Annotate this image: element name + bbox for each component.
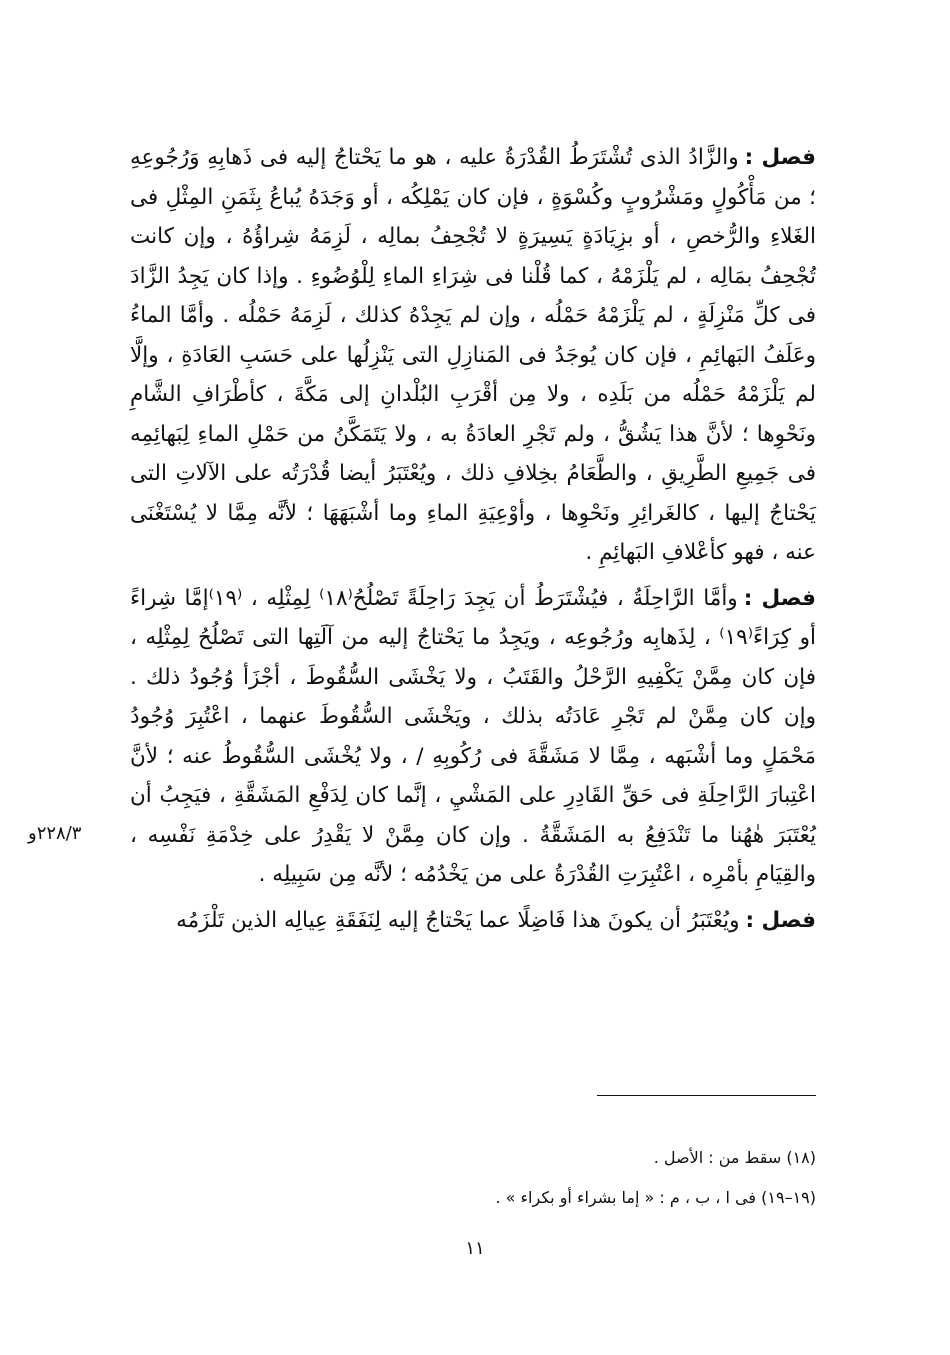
section-heading: فصل : bbox=[743, 585, 816, 611]
paragraph-text: وأمَّا الرَّاحِلَةُ ، فيُشْتَرَطُ أن يَجِدَ رَاحِلَةً تَصْلُحُ⁽١٨⁾ لِمِثْلِه ، ⁽١٩⁾إمَّا شِراءً أو كِرَاءً⁽١٩⁾ ، لِذَهابِه ورُجُوعِه ، ويَجِدُ ما يَحْتاجُ إليه من آلَتِها التى تَصْلُحُ لِمِثْلِه ، فإن كان مِمَّنْ يَكْفِيهِ الرَّحْلُ والقَتَبُ ، ولا يَخْشَى السُّقُوطَ ، أجْزَأ وُجُودُ ذلك . وإن كان مِمَّنْ لم تَجْرِ عَادَتُه بذلك ، ويَخْشَى السُّقُوطَ عنهما ، اعْتُبِرَ وُجُودُ مَحْمَلٍ وما أشْبَهه ، مِمَّا لا مَشَقَّةَ فى رُكُوبِهِ / ، ولا يُخْشَى السُّقُوطُ عنه ؛ لأنَّ اعْتِبارَ الرَّاحِلَةِ فى حَقِّ القَادِرِ على المَشْيِ ، إنَّما كان لِدَفْعِ المَشَقَّةِ ، فيَجِبُ أن يُعْتَبَرَ هٰهُنا ما تَنْدَفِعُ به المَشَقَّةُ . وإن كان مِمَّنْ لا يَقْدِرُ على خِدْمَةِ نَفْسِه ، والقِيَامِ بأمْرِه ، اعْتُبِرَتِ القُدْرَةُ على من يَخْدُمُه ؛ لأنَّه مِن سَبِيلِه . bbox=[130, 585, 816, 887]
page-number: ١١ bbox=[465, 1238, 485, 1259]
paragraph-text: ويُعْتَبَرُ أن يكونَ هذا فَاضِلًا عما يَحْتاجُ إليه لِنَفَقَةِ عِيالِه الذين تَلْزَمُه bbox=[176, 907, 740, 933]
footnote-separator bbox=[597, 1095, 816, 1096]
section-heading: فصل : bbox=[744, 145, 816, 170]
section-heading: فصل : bbox=[745, 907, 816, 933]
main-text bbox=[130, 138, 816, 946]
paragraph bbox=[130, 579, 816, 895]
paragraph bbox=[130, 901, 816, 941]
paragraph bbox=[130, 138, 816, 573]
margin-manuscript-reference: ٢٢٨/٣و bbox=[28, 823, 82, 844]
paragraph-text: والزَّادُ الذى تُشْتَرَطُ القُدْرَةُ عليه ، هو ما يَحْتاجُ إليه فى ذَهابِهِ وَرُجُوعِهِ ؛ من مَأْكُولٍ ومَشْرُوبٍ وكُسْوَةٍ ، فإن كان يَمْلِكُه ، أو وَجَدَهُ يُباعُ بِثَمَنِ المِثْلِ فى الغَلاءِ والرُّخصِ ، أو بزِيَادَةٍ يَسِيرَةٍ لا تُجْحِفُ بمالِه ، لَزِمَهُ شِراؤُهُ ، وإن كانت تُجْحِفُ بمَالِه ، لم يَلْزَمْهُ ، كما قُلْنا فى شِرَاءِ الماءِ لِلْوُضُوءِ . وإذا كان يَجِدُ الزَّادَ فى كلِّ مَنْزِلَةٍ ، لم يَلْزَمْهُ حَمْلُه ، وإن لم يَجِدْهُ كذلك ، لَزِمَهُ حَمْلُه . وأمَّا الماءُ وعَلَفُ البَهائِمِ ، فإن كان يُوجَدُ فى المَنازِلِ التى يَنْزِلُها على حَسَبِ العَادَةِ ، وإلَّا لم يَلْزَمْهُ حَمْلُه من بَلَدِه ، ولا مِن أقْرَبِ البُلْدانِ إلى مَكَّةَ ، كأطْرَافِ الشَّامِ ونَحْوِها ؛ لأنَّ هذا يَشُقُّ ، ولم تَجْرِ العادَةُ به ، ولا يَتَمَكَّنُ من حَمْلِ الماءِ لِبَهائِمِه فى جَمِيعِ الطَّرِيقِ ، والطَّعَامُ بخِلافِ ذلك ، ويُعْتَبَرُ أيضا قُدْرَتُه على الآلاتِ التى يَحْتاجُ إليها ، كالغَرائِرِ ونَحْوِها ، وأوْعِيَةِ الماءِ وما أشْبَهَهَا ؛ لأنَّه مِمَّا لا يُسْتَغْنَى عنه ، فهو كأعْلافِ البَهائِمِ . bbox=[130, 145, 816, 565]
footnote: (١٩–١٩) فى ا ، ب ، م : « إما بشراء أو بكراء » . bbox=[495, 1188, 816, 1207]
footnote: (١٨) سقط من : الأصل . bbox=[653, 1148, 816, 1167]
footnotes bbox=[300, 1138, 816, 1218]
